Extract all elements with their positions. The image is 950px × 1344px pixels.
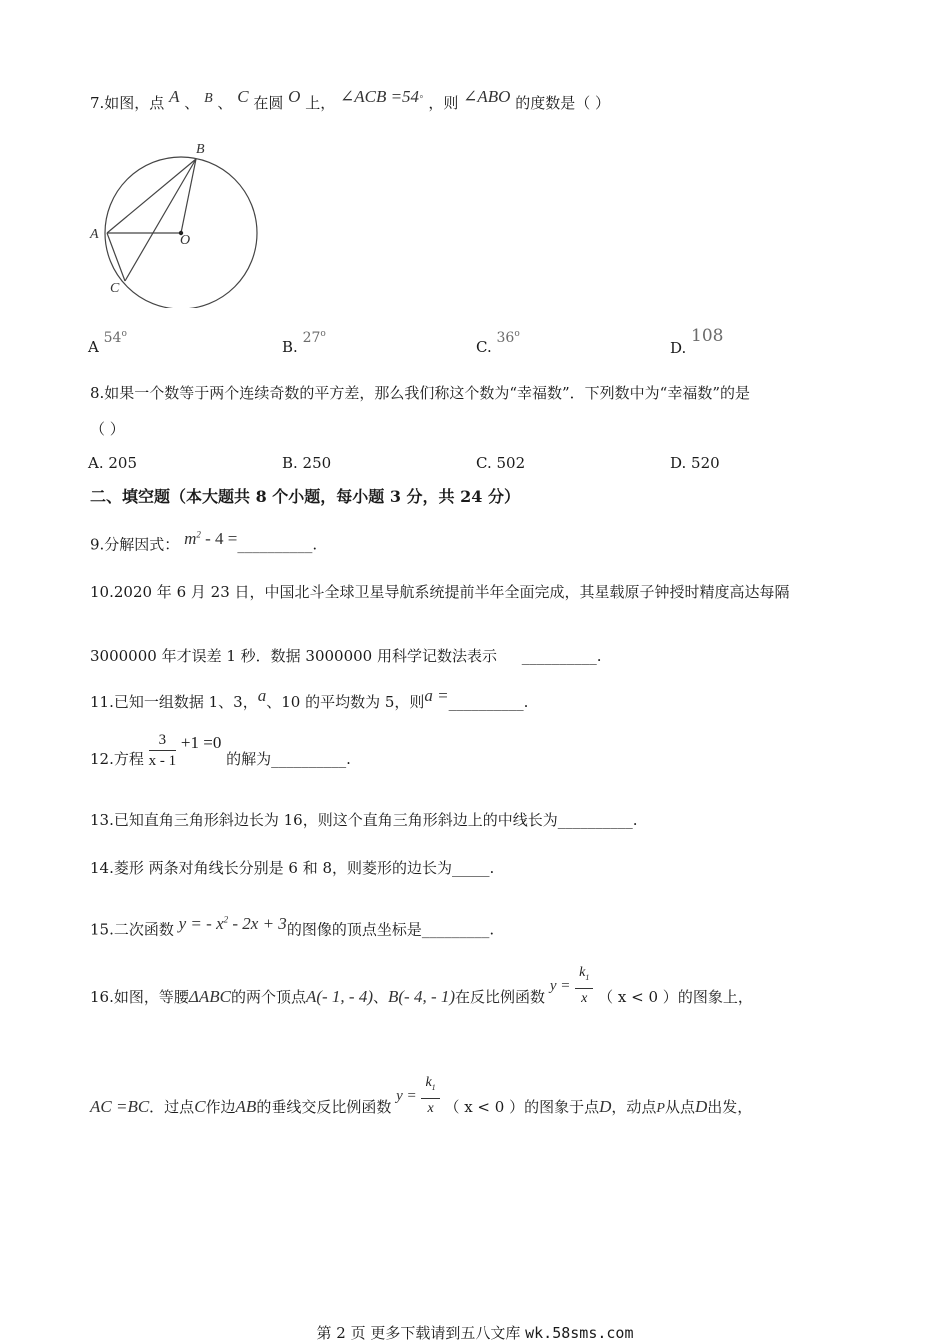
q16-text: 16.如图，等腰 bbox=[90, 988, 189, 1006]
q7-text: 上， bbox=[305, 94, 336, 112]
q16-text: 从点 bbox=[664, 1098, 695, 1116]
q16-text: ，动点 bbox=[611, 1098, 657, 1116]
q8-option-c[interactable]: C. 502 bbox=[476, 454, 526, 472]
q7-text: 在圆 bbox=[253, 94, 284, 112]
q15-end: . bbox=[489, 920, 495, 939]
q16-text: 的图象上， bbox=[677, 988, 753, 1006]
q11 bbox=[90, 686, 529, 712]
q16-point-b: B(- 4, - 1) bbox=[388, 987, 456, 1006]
q7-point-o: O bbox=[288, 87, 301, 106]
q7-angle-abo: ∠ABO bbox=[463, 87, 511, 106]
label-b: B bbox=[196, 142, 205, 157]
q16-ac-bc: AC =BC bbox=[90, 1097, 150, 1116]
q12-denominator: x - 1 bbox=[148, 752, 177, 769]
q10-end: . bbox=[596, 647, 602, 665]
q16-fn-y: y = bbox=[396, 1088, 417, 1104]
q15-suffix: 的图像的顶点坐标是 bbox=[286, 920, 422, 939]
q12-fraction bbox=[149, 730, 177, 771]
q8-option-b[interactable]: B. 250 bbox=[282, 454, 332, 472]
q16-side-ab: AB bbox=[235, 1097, 257, 1116]
q14-end: . bbox=[489, 859, 495, 877]
q9-exp: 2 bbox=[196, 529, 201, 539]
q10-text: 3000000 年才误差 1 秒．数据 3000000 用科学记数法表示 bbox=[90, 647, 497, 665]
q16-condition: （ x < 0 ） bbox=[444, 1098, 525, 1116]
q15-prefix: 15.二次函数 bbox=[90, 920, 174, 939]
q13 bbox=[90, 810, 638, 830]
q16-triangle: ΔABC bbox=[188, 987, 231, 1006]
q8-option-a[interactable]: A. 205 bbox=[88, 454, 137, 472]
q14 bbox=[90, 858, 494, 878]
q7-option-b[interactable] bbox=[282, 328, 326, 356]
q16-point-d: D bbox=[694, 1097, 708, 1116]
q16-k: k bbox=[579, 965, 586, 981]
q11-answer-blank[interactable]: __________ bbox=[448, 693, 524, 711]
q7-point-c: C bbox=[237, 87, 249, 106]
section-title: 二、填空题（本大题共 8 个小题，每小题 3 分，共 24 分） bbox=[90, 487, 520, 506]
q7-sep: 、 bbox=[184, 94, 200, 112]
q16-text: 的两个顶点 bbox=[230, 988, 306, 1006]
option-value: 54 bbox=[103, 330, 122, 346]
q8-stem-line1: 8.如果一个数等于两个连续奇数的平方差，那么我们称这个数为“幸福数”．下列数中为“幸福数”的是 bbox=[90, 384, 750, 402]
page-footer bbox=[0, 1322, 950, 1343]
q7-stem bbox=[90, 87, 610, 115]
q16-fraction bbox=[421, 1073, 439, 1119]
option-unit: o bbox=[320, 329, 326, 339]
q16-denominator: x bbox=[581, 990, 588, 1006]
option-letter: C. bbox=[476, 338, 492, 356]
q10-answer-blank[interactable]: __________ bbox=[521, 647, 597, 665]
q16-numerator bbox=[421, 1073, 439, 1099]
q11-var2: a = bbox=[424, 686, 449, 705]
label-o: O bbox=[180, 233, 191, 248]
option-unit: o bbox=[514, 329, 520, 339]
q7-option-d[interactable] bbox=[670, 326, 724, 357]
q12-numerator: 3 bbox=[149, 730, 177, 751]
q16-line2 bbox=[90, 1072, 752, 1120]
option-value: 108 bbox=[691, 326, 724, 346]
q15-expr bbox=[179, 914, 287, 933]
q13-answer-blank[interactable]: __________ bbox=[557, 811, 633, 829]
q10-line1: 10.2020 年 6 月 23 日，中国北斗全球卫星导航系统提前半年全面完成，其星载原子钟授时精度高达每隔 bbox=[90, 583, 790, 601]
q16-k-sub: 1 bbox=[585, 972, 590, 982]
q16-line1 bbox=[90, 962, 753, 1009]
q15-expr-part: y = - x bbox=[178, 913, 224, 933]
q7-option-a[interactable] bbox=[88, 328, 127, 356]
q9 bbox=[90, 530, 317, 555]
label-a: A bbox=[90, 227, 99, 242]
q16-k: k bbox=[425, 1075, 432, 1091]
option-letter: B. bbox=[282, 338, 298, 356]
q13-end: . bbox=[632, 811, 638, 829]
q16-text: 出发， bbox=[707, 1098, 753, 1116]
q11-prefix: 11.已知一组数据 1、3， bbox=[90, 693, 258, 711]
q16-point-p: P bbox=[656, 1101, 665, 1116]
q9-end: . bbox=[312, 535, 318, 554]
q8-option-d[interactable]: D. 520 bbox=[670, 454, 720, 472]
footer-link[interactable]: wk.58sms.com bbox=[525, 1324, 634, 1342]
option-letter: D. bbox=[670, 339, 687, 357]
q16-text: 作边 bbox=[205, 1098, 236, 1116]
q14-answer-blank[interactable]: _____ bbox=[452, 859, 490, 877]
q16-k-sub: 1 bbox=[431, 1082, 436, 1092]
option-letter: A bbox=[88, 338, 99, 356]
q15-expr-part: - 2x + 3 bbox=[228, 913, 287, 933]
q9-var: m bbox=[184, 528, 197, 548]
label-c: C bbox=[110, 281, 120, 296]
q16-text: 的垂线交反比例函数 bbox=[256, 1098, 392, 1116]
q7-circle-figure bbox=[88, 138, 278, 308]
q7-sep: 、 bbox=[217, 94, 233, 112]
q16-denominator: x bbox=[427, 1100, 434, 1116]
q12-answer-blank[interactable]: __________ bbox=[271, 750, 347, 768]
q16-text: ．过点 bbox=[149, 1098, 195, 1116]
q7-option-c[interactable] bbox=[476, 328, 520, 356]
option-value: 27 bbox=[302, 330, 321, 346]
q7-degree: ° bbox=[419, 95, 424, 105]
q16-point-c: C bbox=[194, 1097, 206, 1116]
q15-answer-blank[interactable]: _________ bbox=[421, 920, 490, 939]
q11-end: . bbox=[523, 693, 529, 711]
q16-point-d: D bbox=[599, 1097, 612, 1116]
q13-text: 13.已知直角三角形斜边长为 16，则这个直角三角形斜边上的中线长为 bbox=[90, 811, 558, 829]
segment-bc bbox=[125, 159, 196, 281]
q10-line2 bbox=[90, 646, 602, 666]
q11-mid: 、10 的平均数为 5，则 bbox=[266, 693, 425, 711]
q15 bbox=[90, 915, 494, 940]
q11-var: a bbox=[257, 686, 267, 705]
q9-expr bbox=[184, 529, 237, 548]
q12-rest: +1 =0 bbox=[180, 733, 222, 752]
q9-rest: - 4 = bbox=[200, 528, 238, 548]
option-value: 36 bbox=[496, 330, 515, 346]
q9-prefix: 9.分解因式： bbox=[90, 535, 180, 554]
segment-ac bbox=[107, 233, 125, 281]
q16-point-a: A(- 1, - 4) bbox=[305, 987, 373, 1006]
q16-text: 在反比例函数 bbox=[455, 988, 546, 1006]
q12-suffix: 的解为 bbox=[226, 750, 272, 768]
q7-point-b: B bbox=[204, 91, 213, 106]
option-unit: o bbox=[121, 329, 127, 339]
q16-fn-y: y = bbox=[549, 978, 571, 994]
q16-numerator bbox=[575, 963, 593, 989]
q8-stem-line2: （ ） bbox=[90, 420, 125, 438]
q7-prefix: 7.如图，点 bbox=[90, 94, 165, 112]
q7-angle-acb: ∠ACB =54 bbox=[339, 87, 420, 106]
q15-exp: 2 bbox=[223, 914, 229, 924]
q16-fraction bbox=[575, 963, 593, 1009]
q12-prefix: 12.方程 bbox=[90, 750, 144, 768]
footer-text: 第 2 页 更多下载请到五八文库 bbox=[316, 1324, 521, 1342]
q7-question: 的度数是（ ） bbox=[515, 94, 610, 112]
q9-answer-blank[interactable]: __________ bbox=[237, 535, 313, 554]
q14-text: 14.菱形 两条对角线长分别是 6 和 8，则菱形的边长为 bbox=[90, 859, 453, 877]
q16-text: 的图象于点 bbox=[524, 1098, 600, 1116]
q16-sep: 、 bbox=[373, 988, 389, 1006]
q12-end: . bbox=[346, 750, 351, 768]
q12 bbox=[90, 726, 351, 772]
q16-condition: （ x < 0 ） bbox=[598, 988, 678, 1006]
q7-point-a: A bbox=[169, 87, 180, 106]
q7-text: ，则 bbox=[428, 94, 459, 112]
